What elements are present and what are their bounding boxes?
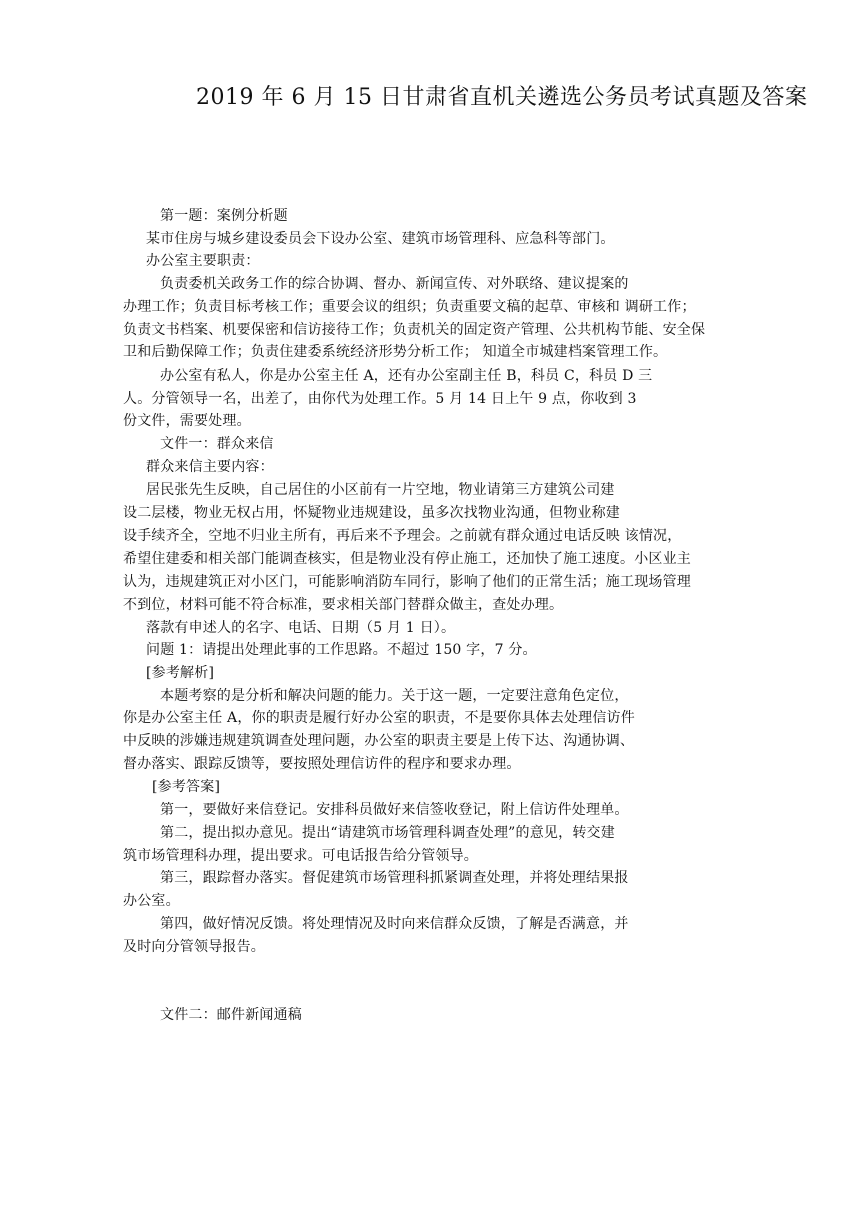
answer-line: 第四，做好情况反馈。将处理情况及时向来信群众反馈，了解是否满意，并 bbox=[160, 916, 629, 932]
paragraph-line: 不到位，材料可能不符合标准，要求相关部门替群众做主，查处办理。 bbox=[123, 597, 564, 613]
answer-line: 办公室。 bbox=[123, 893, 180, 909]
paragraph-line: 中反映的涉嫌违规建筑调查处理问题，办公室的职责主要是上传下达、沟通协调、 bbox=[123, 733, 635, 749]
paragraph-line: 督办落实、跟踪反馈等，要按照处理信访件的程序和要求办理。 bbox=[123, 756, 521, 772]
paragraph-line: 居民张先生反映，自己居住的小区前有一片空地，物业请第三方建筑公司建 bbox=[146, 482, 615, 498]
paragraph-line: 群众来信主要内容： bbox=[146, 459, 274, 475]
paragraph-line: 办公室有私人，你是办公室主任 A，还有办公室副主任 B，科员 C，科员 D 三 bbox=[160, 368, 653, 384]
page-title: 2019 年 6 月 15 日甘肃省直机关遴选公务员考试真题及答案 bbox=[196, 85, 808, 110]
paragraph-line: 办公室主要职责： bbox=[146, 253, 260, 269]
paragraph-line: 认为，违规建筑正对小区门，可能影响消防车同行，影响了他们的正常生活；施工现场管理 bbox=[123, 574, 691, 590]
question-line: 问题 1：请提出处理此事的工作思路。不超过 150 字，7 分。 bbox=[146, 642, 537, 658]
paragraph-line: 某市住房与城乡建设委员会下设办公室、建筑市场管理科、应急科等部门。 bbox=[146, 231, 615, 247]
paragraph-line: 落款有申述人的名字、电话、日期（5 月 1 日）。 bbox=[146, 620, 456, 636]
reference-analysis-heading: [参考解析] bbox=[146, 665, 215, 681]
paragraph-line: 卫和后勤保障工作；负责住建委系统经济形势分析工作； 知道全市城建档案管理工作。 bbox=[123, 344, 668, 360]
section-heading-file2: 文件二：邮件新闻通稿 bbox=[160, 1007, 302, 1023]
paragraph-line: 办理工作；负责目标考核工作；重要会议的组织；负责重要文稿的起草、审核和 调研工作； bbox=[123, 299, 696, 315]
answer-line: 第二，提出拟办意见。提出“请建筑市场管理科调查处理”的意见，转交建 bbox=[160, 825, 615, 841]
paragraph-line: 负责委机关政务工作的综合协调、督办、新闻宣传、对外联络、建议提案的 bbox=[160, 276, 629, 292]
paragraph-line: 设手续齐全，空地不归业主所有，再后来不予理会。之前就有群众通过电话反映 该情况， bbox=[123, 528, 682, 544]
paragraph-line: 人。分管领导一名，出差了，由你代为处理工作。5 月 14 日上午 9 点，你收到 3 bbox=[123, 391, 637, 407]
section-heading-file1: 文件一：群众来信 bbox=[160, 436, 274, 452]
paragraph-line: 你是办公室主任 A，你的职责是履行好办公室的职责，不是要你具体去处理信访件 bbox=[123, 710, 635, 726]
paragraph-line: 设二层楼，物业无权占用，怀疑物业违规建设，虽多次找物业沟通，但物业称建 bbox=[123, 505, 620, 521]
paragraph-line: 负责文书档案、机要保密和信访接待工作；负责机关的固定资产管理、公共机构节能、安全保 bbox=[123, 322, 706, 338]
paragraph-line: 份文件，需要处理。 bbox=[123, 413, 251, 429]
answer-line: 筑市场管理科办理，提出要求。可电话报告给分管领导。 bbox=[123, 848, 478, 864]
answer-line: 第三，跟踪督办落实。督促建筑市场管理科抓紧调查处理，并将处理结果报 bbox=[160, 870, 629, 886]
section-heading-q1: 第一题：案例分析题 bbox=[160, 208, 288, 224]
answer-line: 第一，要做好来信登记。安排科员做好来信签收登记，附上信访件处理单。 bbox=[160, 802, 629, 818]
answer-line: 及时向分管领导报告。 bbox=[123, 939, 265, 955]
paragraph-line: 本题考察的是分析和解决问题的能力。关于这一题，一定要注意角色定位， bbox=[160, 688, 629, 704]
paragraph-line: 希望住建委和相关部门能调查核实，但是物业没有停止施工，还加快了施工速度。小区业主 bbox=[123, 551, 691, 567]
reference-answer-heading: [参考答案] bbox=[152, 779, 221, 795]
